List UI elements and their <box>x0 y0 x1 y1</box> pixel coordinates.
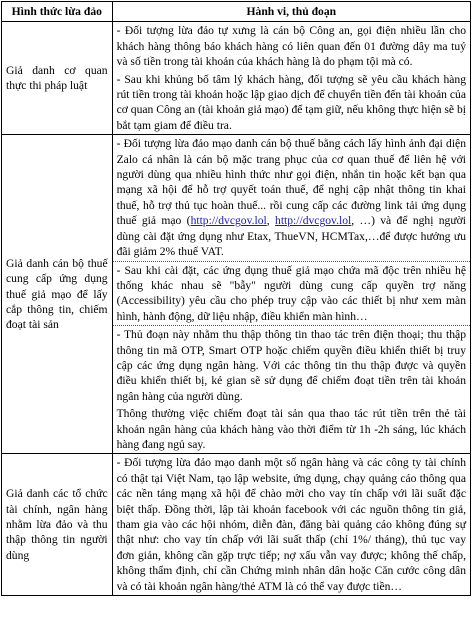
behavior-paragraph: - Đối tượng lừa đảo tự xưng là cán bộ Công an, gọi điện nhiều lần cho khách hàng thông báo khách hàng có liên quan đến 01 đường dây ma tuý và số tiền trong tài khoản của khách hàng là do phạm tội mà có. <box>116 24 466 69</box>
table-header-row <box>2 2 471 22</box>
behavior-text: - Đối tượng lừa đảo mạo danh cán bộ thuế bằng cách lấy hình ảnh đại diện Zalo cá nhân là cán bộ mặc trang phục của cơ quan thuế để liên hệ với người dùng qua nhiều hình thức như gọi điện, nhắn tin hoặc kết bạn qua mạng xã hội để hỗ trợ quyết toán thuế, để nghị cập nhật thông tin khai thuế, hỗ trợ thủ tục hoàn thuế... rồi cung cấp các đường link tải ứng dụng thuế giả mạo ( <box>116 137 466 228</box>
fraud-form-cell: Giả danh cán bộ thuế cung cấp ứng dụng thuế giả mạo để lấy cắp thông tin, chiếm đoạt tài sản <box>2 135 113 454</box>
table-row <box>2 135 471 454</box>
fraud-methods-table <box>1 1 471 596</box>
fake-app-link[interactable]: http://dvcgov.lol <box>190 214 267 228</box>
table-row <box>2 22 471 135</box>
behavior-paragraph <box>113 135 470 261</box>
behavior-cell <box>112 454 470 596</box>
header-fraud-form: Hình thức lừa đảo <box>2 2 113 22</box>
header-behavior: Hành vi, thủ đoạn <box>112 2 470 22</box>
fraud-form-cell: Giả danh các tổ chức tài chính, ngân hàng nhằm lừa đảo và thu thập thông tin người dùng <box>2 454 113 596</box>
behavior-paragraph: - Đối tượng lừa đảo mạo danh một số ngân hàng và các công ty tài chính có thật tại Việt Nam, tạo lập website, ứng dụng, chạy quảng cáo thông qua các nền tảng mạng xã hội để chào mời cho vay tín chấp với lãi suất đặc biệt thấp. Đồng thời, lập tài khoản facebook với các nguồn thông tin giả, tham gia vào các hội nhóm, diễn đàn, đăng bài quảng cáo không đúng sự thật như: cho vay tín chấp với lãi suất thấp (chỉ 1%/ tháng), thủ tục vay đơn giản, không cần gặp trực tiếp; nợ xấu vẫn vay được; không thế chấp, không thẩm định, chỉ cần Chứng minh nhân dân hoặc Căn cước công dân và có tài khoản ngân hàng/thẻ ATM là có thể vay được tiền… <box>116 456 466 593</box>
fake-app-link[interactable]: http://dvcgov.lol <box>275 214 352 228</box>
behavior-text: , <box>266 214 276 228</box>
behavior-cell <box>112 135 470 454</box>
behavior-paragraph: - Sau khi khủng bố tâm lý khách hàng, đối tượng sẽ yêu cầu khách hàng rút tiền trong tài khoản hoặc lập giao dịch để chuyển tiền đến tài khoản của cơ quan Công an (tài khoản giả mạo) để tạm giữ, nếu không thực hiện sẽ bị bắt tạm giam để điều tra. <box>116 72 466 132</box>
behavior-paragraph: - Thủ đoạn này nhằm thu thập thông tin thao tác trên điện thoại; thu thập thông tin mã OTP, Smart OTP hoặc chiếm quyền điều khiển thiết bị truy cập các ứng dụng ngân hàng. Với các thông tin thu thập được và quyền điều khiển thiết bị, kẻ gian sẽ sử dụng để chiếm đoạt tiền trên tài khoản ngân hàng của người dùng. <box>116 328 466 403</box>
behavior-paragraph: - Sau khi cài đặt, các ứng dụng thuế giả mạo chứa mã độc trên nhiều hệ thống khác nhau sẽ "bẫy" người dùng cung cấp quyền trợ năng (Accessibility) yêu cầu cho phép truy cập vào các thiết bị như xem màn hình, hành động, dữ liệu nhập, điều khiển màn hình… <box>113 262 470 327</box>
behavior-text: , …) và để nghị người dùng cài đặt ứng dụng như Etax, ThueVN, HCMTax,…để được hưởng ưu đãi giảm 2% thuế VAT. <box>116 214 466 259</box>
table-row <box>2 454 471 596</box>
fraud-form-cell: Giả danh cơ quan thực thi pháp luật <box>2 22 113 135</box>
behavior-paragraph: Thông thường việc chiếm đoạt tài sản qua thao tác rút tiền trên thẻ tài khoản ngân hàng của khách hàng vào thời điểm từ 1h -2h sáng, lúc khách hàng đang ngủ say. <box>116 407 466 451</box>
behavior-cell <box>112 22 470 135</box>
